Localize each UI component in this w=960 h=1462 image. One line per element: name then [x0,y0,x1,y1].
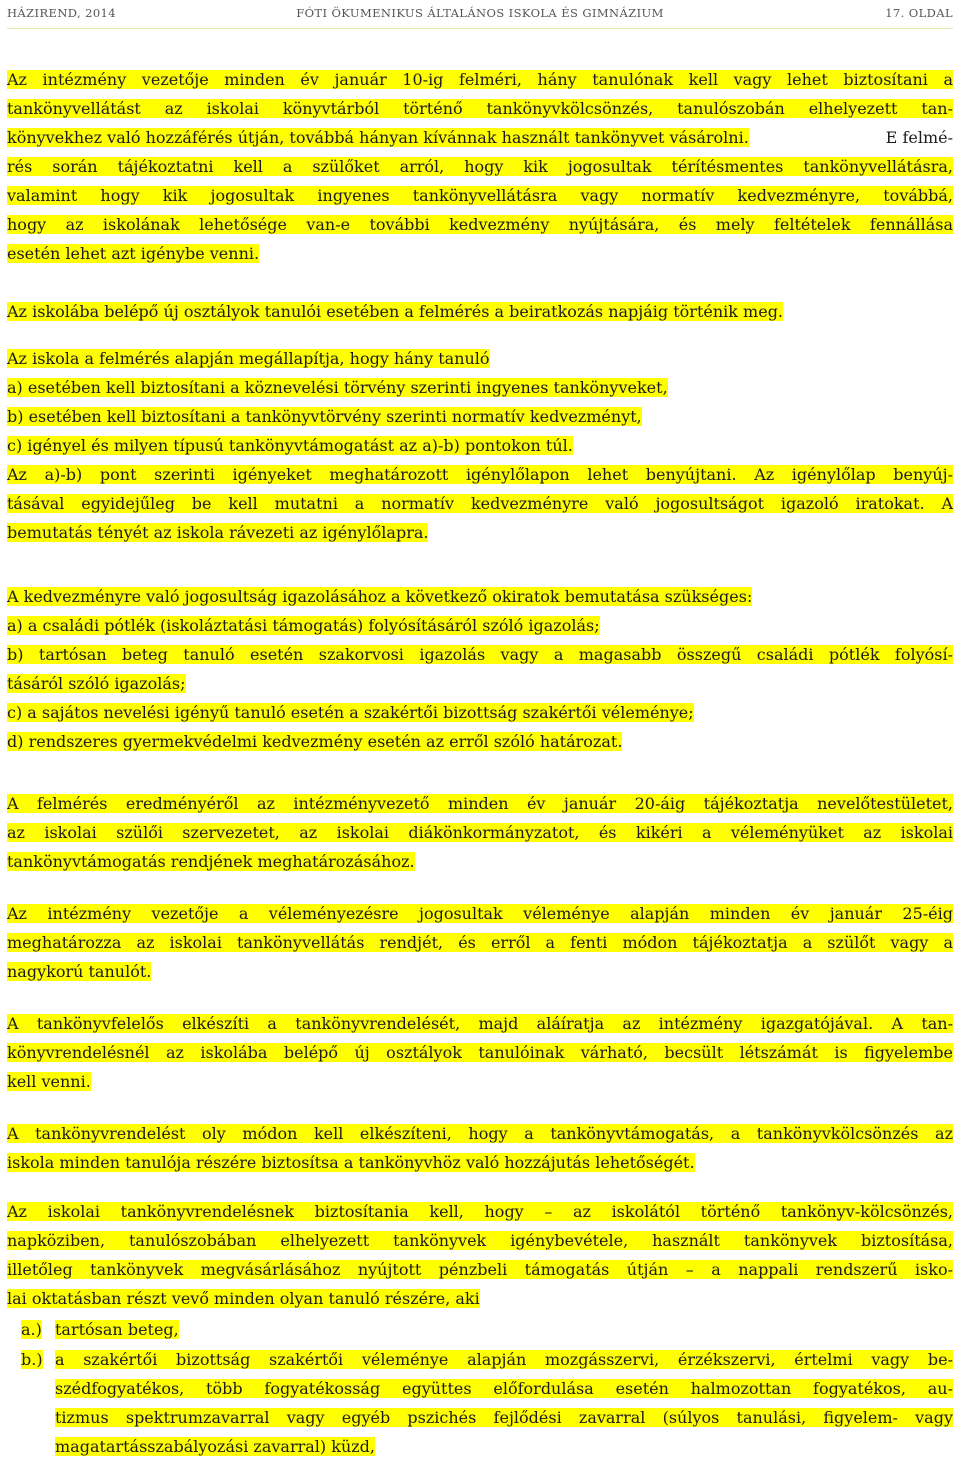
list-item-label: b.) [21,1350,43,1369]
text-line: A felmérés eredményéről az intézményvezető minden év január 20-áig tájékoztatja nevelőtestületet, [7,794,953,813]
text-line: A kedvezményre való jogosultság igazolásához a következő okiratok bemutatása szükséges: [7,587,753,606]
list-item-text: tartósan beteg, [55,1320,179,1339]
text-line: Az iskolai tankönyvrendelésnek biztosítania kell, hogy – az iskolától történő tankönyv-kölcsönzés, [7,1202,953,1221]
list-item-continuation: magatartásszabályozási zavarral) küzd, [55,1437,376,1456]
text-line: esetén lehet azt igénybe venni. [7,244,260,263]
text-line: Az iskola a felmérés alapján megállapítja, hogy hány tanuló [7,349,490,368]
header-rule [7,28,953,29]
text-line: rés során tájékoztatni kell a szülőket arról, hogy kik jogosultak térítésmentes tankönyvellátásra, [7,157,953,176]
text-line: kell venni. [7,1072,91,1091]
text-line: könyvrendelésnél az iskolába belépő új osztályok tanulóinak várható, becsült létszámát is figyelembe [7,1043,953,1062]
header-center: FÓTI ÖKUMENIKUS ÁLTALÁNOS ISKOLA ÉS GIMNÁZIUM [296,6,664,20]
text-line: napköziben, tanulószobában elhelyezett tankönyvek igénybevétele, használt tankönyvek biztosítása, [7,1231,953,1250]
text-line: a) a családi pótlék (iskoláztatási támogatás) folyósításáról szóló igazolás; [7,616,600,635]
text-line: az iskolai szülői szervezetet, az iskolai diákönkormányzatot, és kikéri a véleményüket az iskolai [7,823,953,842]
text-line: valamint hogy kik jogosultak ingyenes tankönyvellátásra vagy normatív kedvezményre, továbbá, [7,186,953,205]
page-header [7,0,953,28]
list-item [7,1346,953,1373]
list-item-continuation: szédfogyatékos, több fogyatékosság együttes előfordulása esetén halmozottan fogyatékos, au- [55,1379,953,1398]
text-line: c) igényel és milyen típusú tankönyvtámogatást az a)-b) pontokon túl. [7,436,573,455]
text-line: tásáról szóló igazolás; [7,674,186,693]
text-line: nagykorú tanulót. [7,962,152,981]
text-line: A tankönyvrendelést oly módon kell elkészíteni, hogy a tankönyvtámogatás, a tankönyvkölcsönzés az [7,1124,953,1143]
text-line: b) esetében kell biztosítani a tankönyvtörvény szerinti normatív kedvezményt, [7,407,642,426]
text-line: illetőleg tankönyvek megvásárlásához nyújtott pénzbeli támogatás útján – a nappali rendszerű isko- [7,1260,953,1279]
text-line: Az a)-b) pont szerinti igényeket meghatározott igénylőlapon lehet benyújtani. Az igénylőlap benyúj- [7,465,953,484]
list-item-text: a szakértői bizottság szakértői véleménye alapján mozgásszervi, érzékszervi, értelmi vagy be- [55,1350,953,1369]
text-line: A tankönyvfelelős elkészíti a tankönyvrendelését, majd aláíratja az intézmény igazgatójával. A tan- [7,1014,953,1033]
header-right: 17. OLDAL [885,6,953,20]
text-line: bemutatás tényét az iskola rávezeti az igénylőlapra. [7,523,429,542]
text-line: könyvekhez való hozzáférés útján, továbbá hányan kívánnak használt tankönyvet vásárolni. E felmé- [7,128,953,147]
text-line: d) rendszeres gyermekvédelmi kedvezmény esetén az erről szóló határozat. [7,732,623,751]
text-line: iskola minden tanulója részére biztosítsa a tankönyvhöz való hozzájutás lehetőségét. [7,1153,695,1172]
text-line: meghatározza az iskolai tankönyvellátás rendjét, és erről a fenti módon tájékoztatja a szülőt vagy a [7,933,953,952]
text-line: hogy az iskolának lehetősége van-e további kedvezmény nyújtására, és mely feltételek fennállása [7,215,953,234]
text-line: Az intézmény vezetője minden év január 10-ig felméri, hány tanulónak kell vagy lehet biztosítani a [7,70,953,89]
list-item-continuation: tizmus spektrumzavarral vagy egyéb pszichés fejlődési zavarral (súlyos tanulási, figyelem- vagy [55,1408,953,1427]
text-line: lai oktatásban részt vevő minden olyan tanuló részére, aki [7,1289,480,1308]
list-item-label: a.) [21,1320,42,1339]
text-line: tankönyvellátást az iskolai könyvtárból történő tankönyvkölcsönzés, tanulószobán elhelyezett tan- [7,99,953,118]
paragraph-2: Az iskolába belépő új osztályok tanulói esetében a felmérés a beiratkozás napjáig történik meg. [7,302,784,321]
header-left: HÁZIREND, 2014 [7,6,116,20]
text-line: b) tartósan beteg tanuló esetén szakorvosi igazolás vagy a magasabb összegű családi pótlék folyósí- [7,645,953,664]
list-item [7,1316,953,1343]
text-line: tásával egyidejűleg be kell mutatni a normatív kedvezményre való jogosultságot igazoló iratokat. A [7,494,953,513]
text-line: tankönyvtámogatás rendjének meghatározásához. [7,852,415,871]
text-line: a) esetében kell biztosítani a köznevelési törvény szerinti ingyenes tankönyveket, [7,378,668,397]
text-line: c) a sajátos nevelési igényű tanuló esetén a szakértői bizottság szakértői véleménye; [7,703,694,722]
text-line: Az intézmény vezetője a véleményezésre jogosultak véleménye alapján minden év január 25-éig [7,904,953,923]
